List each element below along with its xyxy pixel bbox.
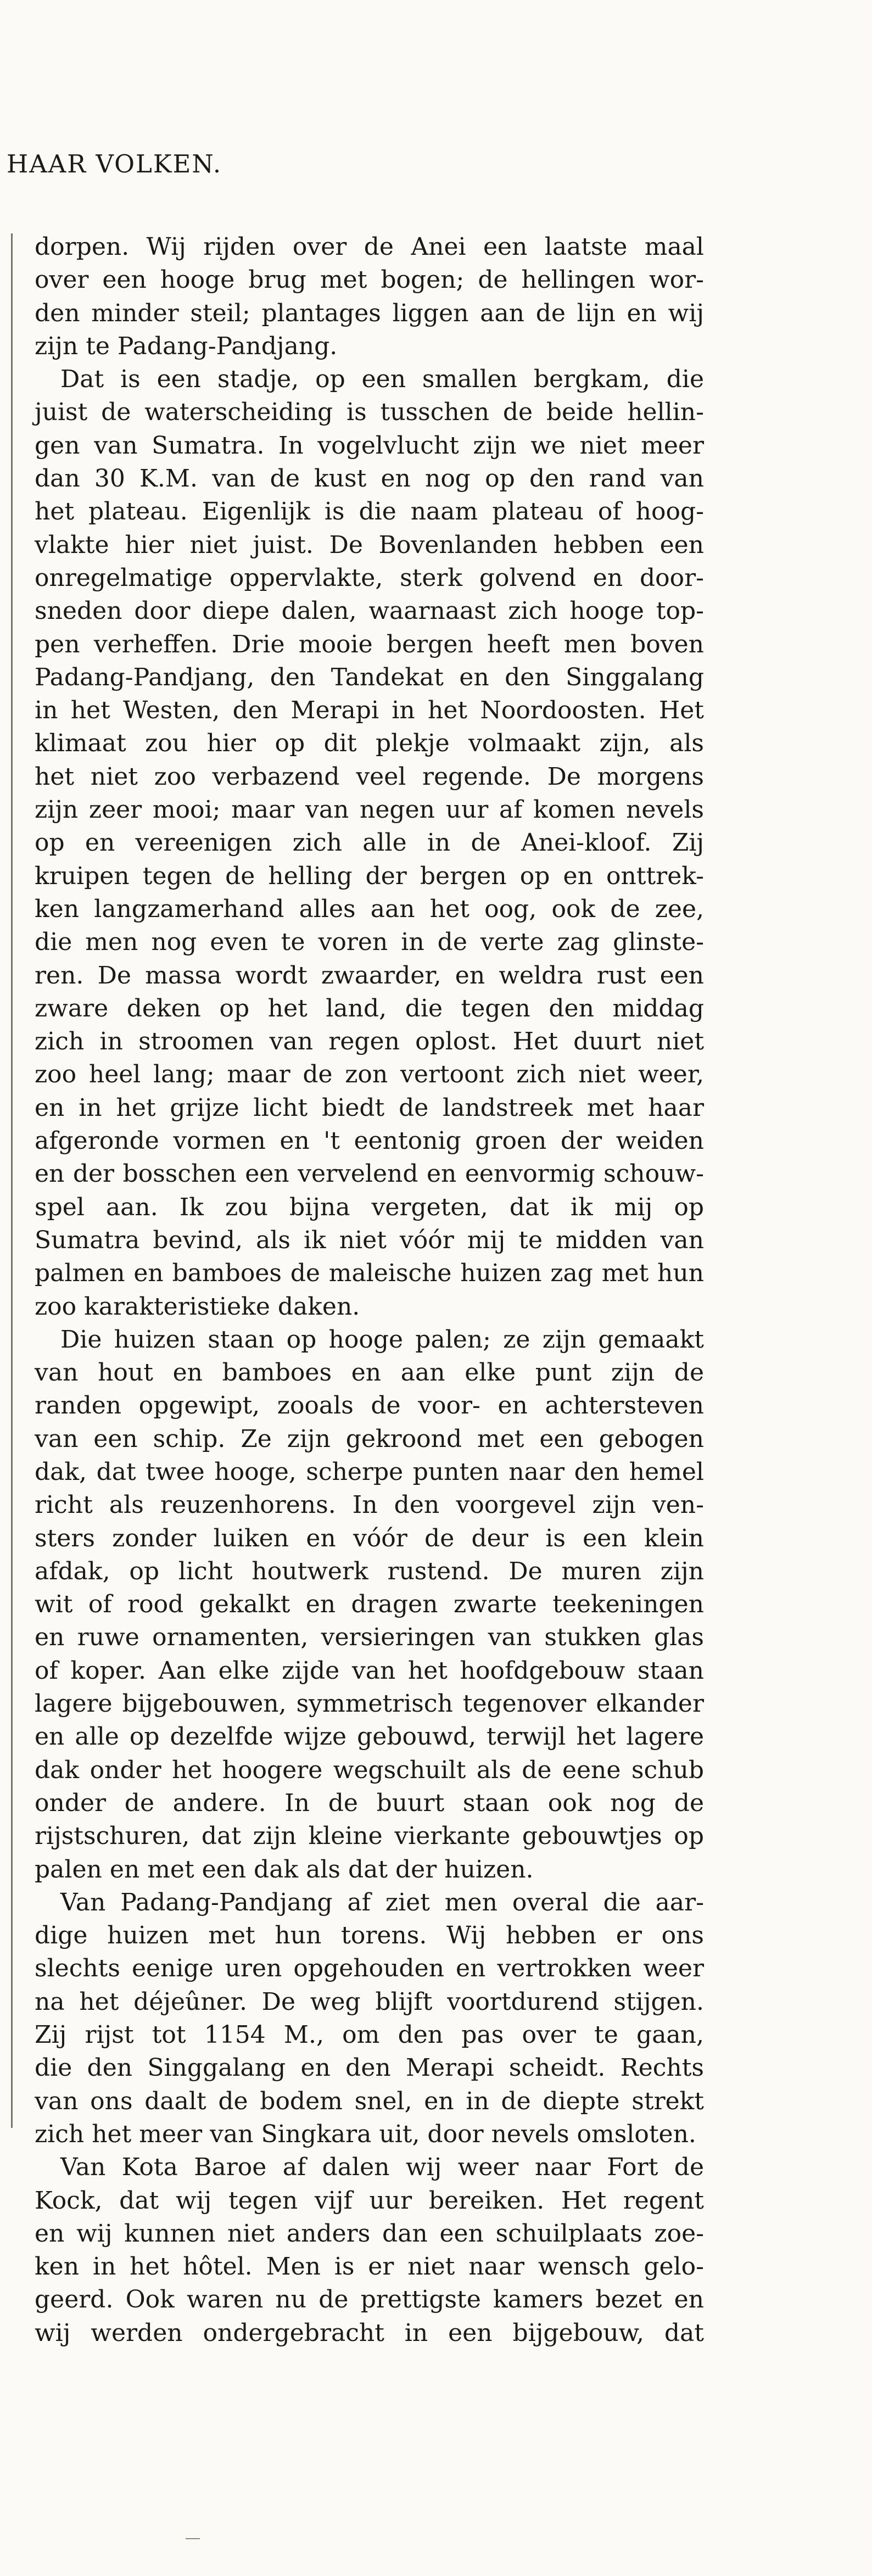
text-line: het plateau. Eigenlijk is die naam plateau of hoog- (35, 498, 704, 526)
text-line: Sumatra bevind, als ik niet vóór mij te midden van (35, 1226, 704, 1254)
text-line: op en vereenigen zich alle in de Anei-kloof. Zij (35, 829, 704, 857)
text-line: sters zonder luiken en vóór de deur is een klein (35, 1524, 704, 1552)
text-line: onregelmatige oppervlakte, sterk golvend en door- (35, 563, 704, 592)
text-line: palen en met een dak als dat der huizen. (35, 1855, 534, 1884)
text-line: dige huizen met hun torens. Wij hebben er ons (35, 1921, 704, 1950)
text-line: van hout en bamboes en aan elke punt zijn de (35, 1359, 704, 1387)
text-line: ken langzamerhand alles aan het oog, ook de zee, (35, 895, 704, 923)
text-line: dorpen. Wij rijden over de Anei een laatste maal (35, 233, 704, 261)
text-line: slechts eenige uren opgehouden en vertrokken weer (35, 1954, 704, 1983)
text-line: van een schip. Ze zijn gekroond met een gebogen (35, 1424, 704, 1453)
text-line: geerd. Ook waren nu de prettigste kamers bezet en (35, 2286, 704, 2314)
running-head: HAAR VOLKEN. (7, 149, 222, 178)
text-line: richt als reuzenhorens. In den voorgevel zijn ven- (35, 1491, 704, 1519)
body-text (10, 231, 704, 2350)
text-line: Dat is een stadje, op een smallen bergkam, die (60, 365, 704, 394)
text-line: en in het grijze licht biedt de landstreek met haar (35, 1093, 704, 1122)
text-line: zware deken op het land, die tegen den middag (35, 994, 704, 1022)
text-line: zoo karakteristieke daken. (35, 1292, 360, 1321)
text-line: sneden door diepe dalen, waarnaast zich hooge top- (35, 597, 704, 625)
text-line: zijn te Padang-Pandjang. (35, 332, 338, 360)
text-line: en der bosschen een vervelend en eenvormig schouw- (35, 1160, 704, 1188)
text-line: kruipen tegen de helling der bergen op en onttrek- (35, 862, 704, 890)
text-line: afdak, op licht houtwerk rustend. De muren zijn (35, 1557, 704, 1585)
text-line: pen verheffen. Drie mooie bergen heeft men boven (35, 630, 704, 658)
text-line: palmen en bamboes de maleische huizen zag met hun (35, 1259, 704, 1288)
text-line: rijstschuren, dat zijn kleine vierkante gebouwtjes op (35, 1822, 704, 1851)
text-line: lagere bijgebouwen, symmetrisch tegenover elkander (35, 1690, 704, 1718)
text-line: van ons daalt de bodem snel, en in de diepte strekt (35, 2087, 704, 2115)
text-line: die den Singgalang en den Merapi scheidt. Rechts (35, 2054, 704, 2082)
text-line: en alle op dezelfde wijze gebouwd, terwijl het lagere (35, 1723, 704, 1751)
text-line: gen van Sumatra. In vogelvlucht zijn we niet meer (35, 431, 704, 460)
text-line: vlakte hier niet juist. De Bovenlanden hebben een (35, 530, 704, 559)
text-line: Van Kota Baroe af dalen wij weer naar Fort de (60, 2153, 704, 2182)
text-line: Kock, dat wij tegen vijf uur bereiken. Het regent (35, 2186, 704, 2215)
text-line: die men nog even te voren in de verte zag glinste- (35, 928, 704, 957)
text-line: over een hooge brug met bogen; de hellingen wor- (35, 266, 704, 294)
text-line: wij werden ondergebracht in een bijgebouw, dat (35, 2318, 704, 2347)
text-line: Die huizen staan op hooge palen; ze zijn gemaakt (60, 1325, 704, 1354)
text-line: dan 30 K.M. van de kust en nog op den rand van (35, 465, 704, 493)
text-line: na het déjeûner. De weg blijft voortdurend stijgen. (35, 1987, 704, 2016)
text-line: ken in het hôtel. Men is er niet naar wensch gelo- (35, 2253, 704, 2281)
text-line: of koper. Aan elke zijde van het hoofdgebouw staan (35, 1656, 704, 1685)
text-line: zich het meer van Singkara uit, door nevels omsloten. (35, 2120, 696, 2148)
text-line: zich in stroomen van regen oplost. Het duurt niet (35, 1027, 704, 1056)
text-line: en wij kunnen niet anders dan een schuilplaats zoe- (35, 2219, 704, 2248)
text-line: randen opgewipt, zooals de voor- en achtersteven (35, 1392, 704, 1420)
text-line: in het Westen, den Merapi in het Noordoosten. Het (35, 696, 704, 725)
text-line: zoo heel lang; maar de zon vertoont zich niet weer, (35, 1060, 704, 1089)
text-line: Padang-Pandjang, den Tandekat en den Singgalang (35, 663, 704, 691)
text-line: het niet zoo verbazend veel regende. De morgens (35, 762, 704, 791)
text-line: zijn zeer mooi; maar van negen uur af komen nevels (35, 796, 704, 824)
text-line: juist de waterscheiding is tusschen de beide hellin- (35, 398, 704, 427)
footer-mark (186, 2538, 200, 2539)
text-line: dak onder het hoogere wegschuilt als de eene schub (35, 1756, 704, 1784)
text-line: klimaat zou hier op dit plekje volmaakt zijn, als (35, 729, 704, 758)
text-line: den minder steil; plantages liggen aan de lijn en wij (35, 299, 704, 327)
text-line: afgeronde vormen en 't eentonig groen der weiden (35, 1127, 704, 1155)
text-line: ren. De massa wordt zwaarder, en weldra rust een (35, 961, 704, 990)
text-line: dak, dat twee hooge, scherpe punten naar den hemel (35, 1457, 704, 1486)
text-line: onder de andere. In de buurt staan ook nog de (35, 1789, 704, 1817)
text-line: en ruwe ornamenten, versieringen van stukken glas (35, 1623, 704, 1652)
text-line: wit of rood gekalkt en dragen zwarte teekeningen (35, 1590, 704, 1619)
text-line: spel aan. Ik zou bijna vergeten, dat ik mij op (35, 1193, 704, 1221)
text-line: Van Padang-Pandjang af ziet men overal die aar- (60, 1888, 704, 1916)
text-line: Zij rijst tot 1154 M., om den pas over te gaan, (35, 2021, 704, 2049)
